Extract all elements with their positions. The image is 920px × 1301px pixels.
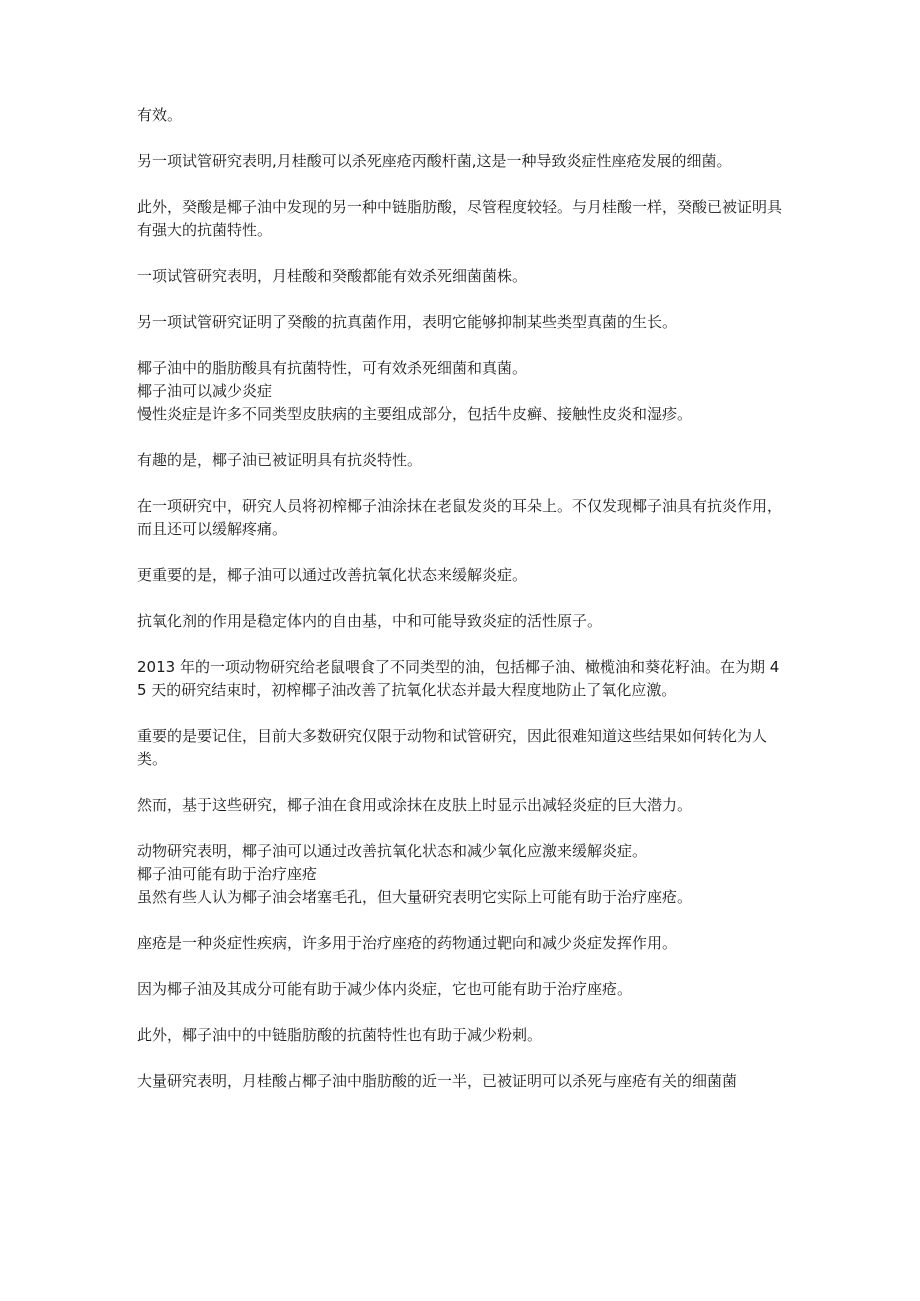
paragraph: 抗氧化剂的作用是稳定体内的自由基，中和可能导致炎症的活性原子。 [137, 612, 603, 630]
paragraph: 2013 年的一项动物研究给老鼠喂食了不同类型的油，包括椰子油、橄榄油和葵花籽油。在为期 45 天的研究结束时，初榨椰子油改善了抗氧化状态并最大程度地防止了氧化应激。 [137, 658, 780, 699]
paragraph: 更重要的是，椰子油可以通过改善抗氧化状态来缓解炎症。 [137, 566, 528, 584]
paragraph: 有效。 [137, 106, 183, 124]
paragraph: 另一项试管研究证明了癸酸的抗真菌作用，表明它能够抑制某些类型真菌的生长。 [137, 313, 678, 331]
paragraph: 因为椰子油及其成分可能有助于减少体内炎症，它也可能有助于治疗座疮。 [137, 980, 633, 998]
paragraph: 另一项试管研究表明,月桂酸可以杀死座疮丙酸杆菌,这是一种导致炎症性座疮发展的细菌。 [137, 152, 732, 170]
section-heading: 椰子油可以减少炎症 [137, 382, 273, 400]
paragraph: 有趣的是，椰子油已被证明具有抗炎特性。 [137, 451, 423, 469]
paragraph: 一项试管研究表明，月桂酸和癸酸都能有效杀死细菌菌株。 [137, 267, 528, 285]
paragraph: 然而，基于这些研究，椰子油在食用或涂抹在皮肤上时显示出减轻炎症的巨大潜力。 [137, 796, 693, 814]
paragraph: 椰子油中的脂肪酸具有抗菌特性，可有效杀死细菌和真菌。 [137, 359, 528, 377]
paragraph: 在一项研究中，研究人员将初榨椰子油涂抹在老鼠发炎的耳朵上。不仅发现椰子油具有抗炎作用，而且还可以缓解疼痛。 [137, 497, 783, 538]
section-heading: 椰子油可能有助于治疗座疮 [137, 865, 318, 883]
paragraph: 大量研究表明，月桂酸占椰子油中脂肪酸的近一半，已被证明可以杀死与座疮有关的细菌菌 [137, 1072, 738, 1090]
document-body [137, 104, 787, 1093]
paragraph: 座疮是一种炎症性疾病，许多用于治疗座疮的药物通过靶向和减少炎症发挥作用。 [137, 934, 678, 952]
paragraph: 此外，癸酸是椰子油中发现的另一种中链脂肪酸，尽管程度较轻。与月桂酸一样，癸酸已被证明具有强大的抗菌特性。 [137, 198, 783, 239]
paragraph: 慢性炎症是许多不同类型皮肤病的主要组成部分，包括牛皮癣、接触性皮炎和湿疹。 [137, 405, 693, 423]
paragraph: 动物研究表明，椰子油可以通过改善抗氧化状态和减少氧化应激来缓解炎症。 [137, 842, 648, 860]
paragraph: 重要的是要记住，目前大多数研究仅限于动物和试管研究，因此很难知道这些结果如何转化为人类。 [137, 727, 768, 768]
paragraph: 此外，椰子油中的中链脂肪酸的抗菌特性也有助于减少粉刺。 [137, 1026, 543, 1044]
paragraph: 虽然有些人认为椰子油会堵塞毛孔，但大量研究表明它实际上可能有助于治疗座疮。 [137, 888, 693, 906]
